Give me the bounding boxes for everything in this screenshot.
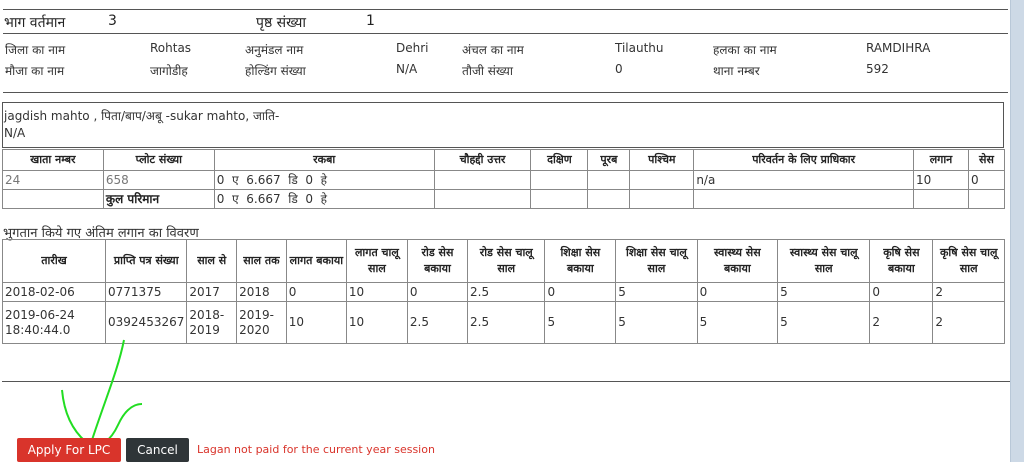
- cell-cess: 0: [968, 171, 1004, 190]
- col-lagan: लगान: [914, 150, 969, 171]
- cell: 2.5: [468, 283, 545, 302]
- col-edu-due: शिक्षा सेस बकाया: [545, 240, 616, 283]
- cell: 5: [697, 302, 778, 344]
- col-year-to: साल तक: [237, 240, 287, 283]
- col-authority: परिवर्तन के लिए प्राधिकार: [694, 150, 914, 171]
- tauzi-label: तौजी संख्या: [462, 64, 513, 78]
- subdivision-value: Dehri: [396, 41, 429, 55]
- owner-line: jagdish mahto , पिता/बाप/अबू -sukar mahto, जाति-: [4, 109, 280, 123]
- cell-authority: n/a: [694, 171, 914, 190]
- cell: 5: [616, 283, 697, 302]
- cell: 0: [286, 283, 346, 302]
- cell: 0: [407, 283, 467, 302]
- cell: 2019-06-24 18:40:44.0: [3, 302, 106, 344]
- cell: 2018-2019: [187, 302, 237, 344]
- cell: 5: [545, 302, 616, 344]
- district-label: जिला का नाम: [5, 43, 66, 57]
- col-cost-due: लागत बकाया: [286, 240, 346, 283]
- cell: 2.5: [407, 302, 467, 344]
- cell: 2017: [187, 283, 237, 302]
- col-road-current: रोड सेस चालू साल: [468, 240, 545, 283]
- cell: 0: [545, 283, 616, 302]
- col-khata: खाता नम्बर: [3, 150, 104, 171]
- tauzi-value: 0: [615, 62, 623, 76]
- part-value: 3: [108, 13, 117, 29]
- page-value: 1: [366, 13, 375, 29]
- cell: 5: [778, 283, 870, 302]
- col-south: दक्षिण: [531, 150, 588, 171]
- col-plot: प्लोट संख्या: [103, 150, 214, 171]
- subdivision-label: अनुमंडल नाम: [245, 43, 304, 57]
- cell: 0392453267: [106, 302, 187, 344]
- col-road-due: रोड सेस बकाया: [407, 240, 467, 283]
- cell-khata: 24: [3, 171, 104, 190]
- cell: 5: [616, 302, 697, 344]
- cell: 0: [697, 283, 778, 302]
- cell: 2: [870, 302, 933, 344]
- col-receipt: प्राप्ति पत्र संख्या: [106, 240, 187, 283]
- halka-label: हलका का नाम: [713, 43, 777, 57]
- col-edu-current: शिक्षा सेस चालू साल: [616, 240, 697, 283]
- cell: 10: [286, 302, 346, 344]
- col-north: चौहद्दी उत्तर: [434, 150, 531, 171]
- part-label: भाग वर्तमान: [4, 15, 66, 31]
- cell: 10: [346, 302, 407, 344]
- cell: 2.5: [468, 302, 545, 344]
- col-west: पश्चिम: [630, 150, 694, 171]
- col-east: पूरब: [588, 150, 630, 171]
- apply-for-lpc-button[interactable]: Apply For LPC: [17, 438, 121, 462]
- cell: 10: [346, 283, 407, 302]
- col-date: तारीख: [3, 240, 106, 283]
- circle-label: अंचल का नाम: [462, 43, 524, 57]
- cell: 0771375: [106, 283, 187, 302]
- cell: 0: [870, 283, 933, 302]
- cell: 2018: [237, 283, 287, 302]
- col-agri-due: कृषि सेस बकाया: [870, 240, 933, 283]
- total-label: कुल परिमान: [103, 190, 214, 209]
- thana-value: 592: [866, 62, 889, 76]
- warning-message: Lagan not paid for the current year session: [197, 443, 435, 456]
- col-rakba: रकबा: [214, 150, 434, 171]
- mauza-label: मौजा का नाम: [5, 64, 65, 78]
- circle-value: Tilauthu: [615, 41, 664, 55]
- col-health-current: स्वास्थ्य सेस चालू साल: [778, 240, 870, 283]
- holding-label: होल्डिंग संख्या: [245, 64, 306, 78]
- owner-caste: N/A: [4, 126, 26, 140]
- cancel-button[interactable]: Cancel: [126, 438, 189, 462]
- total-value: 0 ए 6.667 डि 0 हे: [214, 190, 434, 209]
- col-agri-current: कृषि सेस चालू साल: [933, 240, 1005, 283]
- col-year-from: साल से: [187, 240, 237, 283]
- col-cost-current: लागत चालू साल: [346, 240, 407, 283]
- mauza-value: जागोडीह: [150, 64, 188, 78]
- cell: 2018-02-06: [3, 283, 106, 302]
- cell: 2: [933, 283, 1005, 302]
- halka-value: RAMDIHRA: [866, 41, 931, 55]
- cell: 2: [933, 302, 1005, 344]
- cell: 2019-2020: [237, 302, 287, 344]
- col-health-due: स्वास्थ्य सेस बकाया: [697, 240, 778, 283]
- col-cess: सेस: [968, 150, 1004, 171]
- cell-plot: 658: [103, 171, 214, 190]
- cell-lagan: 10: [914, 171, 969, 190]
- page-label: पृष्ठ संख्या: [256, 15, 307, 31]
- cell-rakba: 0 ए 6.667 डि 0 हे: [214, 171, 434, 190]
- holding-value: N/A: [396, 62, 418, 76]
- cell: 5: [778, 302, 870, 344]
- thana-label: थाना नम्बर: [713, 64, 760, 78]
- payment-section-title: भुगतान किये गए अंतिम लगान का विवरण: [3, 226, 199, 241]
- district-value: Rohtas: [150, 41, 192, 55]
